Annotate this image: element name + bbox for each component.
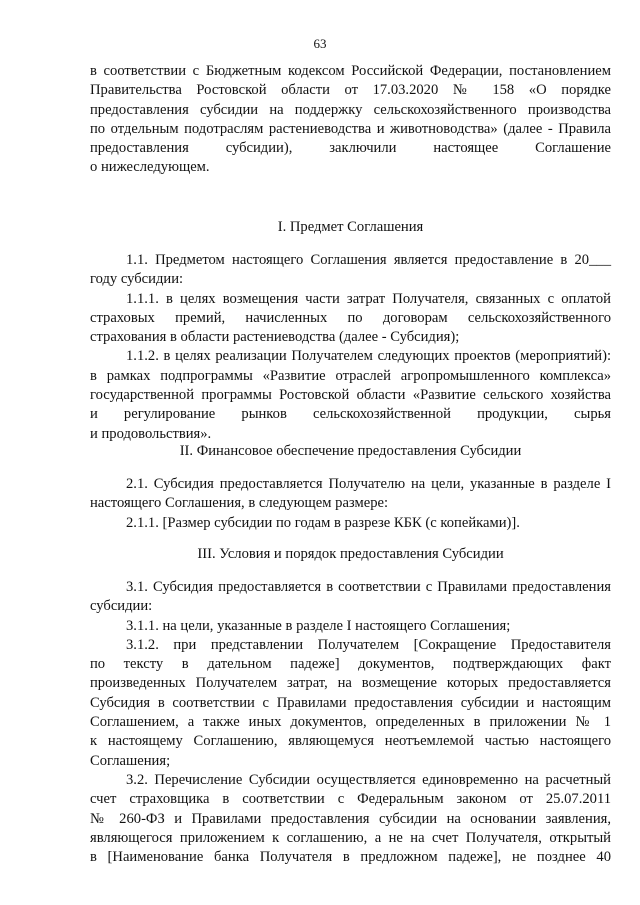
- section1-body: [90, 251, 611, 444]
- text-line: Соглашением, а также иных документов, определенных в приложении № 1: [90, 714, 611, 731]
- text-line: о нижеследующем.: [90, 159, 210, 176]
- text-line: Субсидия в соответствии с Правилами предоставления субсидии и настоящим: [90, 694, 611, 711]
- text-line: № 260-ФЗ и Правилами предоставления субсидии на основании заявления,: [90, 810, 611, 827]
- text-line: по отдельным подотраслям растениеводства и животноводства» (далее - Правила: [90, 120, 611, 137]
- text-line: 3.1.2. при представлении Получателем [Сокращение Предоставителя: [126, 636, 611, 653]
- text-line: страхования в области растениеводства (далее - Субсидия);: [90, 329, 460, 346]
- text-line: к настоящему Соглашению, являющемуся неотъемлемой частью настоящего: [90, 733, 611, 750]
- text-line: 1.1. Предметом настоящего Соглашения является предоставление в 20___: [126, 252, 611, 268]
- text-line: страховых премий, начисленных по договорам сельскохозяйственного: [90, 309, 611, 326]
- section2-body: [90, 475, 611, 533]
- text-line: предоставления субсидии на поддержку сельскохозяйственного производства: [90, 101, 611, 118]
- text-line: в рамках подпрограммы «Развитие отраслей агропромышленного комплекса»: [90, 367, 611, 384]
- section-title: III. Условия и порядок предоставления Субсидии: [197, 546, 504, 562]
- text-line: предоставления субсидии), заключили настоящее Соглашение: [90, 140, 611, 157]
- text-line: 1.1.1. в целях возмещения части затрат Получателя, связанных с оплатой: [126, 290, 611, 307]
- text-line: 2.1.1. [Размер субсидии по годам в разрезе КБК (с копейками)].: [126, 514, 520, 531]
- text-line: по тексту в дательном падеже] документов, подтверждающих факт: [90, 656, 611, 673]
- intro-paragraph: [90, 62, 611, 178]
- section-title: I. Предмет Соглашения: [277, 219, 424, 235]
- text-line: счет страховщика в соответствии с Федеральным законом от 25.07.2011: [90, 791, 611, 808]
- section3-body: [90, 578, 611, 867]
- text-line: году субсидии:: [90, 271, 184, 288]
- text-line: и продовольствия».: [90, 425, 212, 442]
- text-line: настоящего Соглашения, в следующем размере:: [90, 495, 389, 512]
- section-title: II. Финансовое обеспечение предоставления Субсидии: [179, 443, 522, 459]
- text-line: государственной программы Ростовской области «Развитие сельского хозяйства: [90, 387, 611, 404]
- text-line: являющегося приложением к соглашению, а не на счет Получателя, открытый: [90, 829, 611, 846]
- text-line: и регулирование рынков сельскохозяйственной продукции, сырья: [90, 406, 611, 423]
- page-number: 63: [313, 36, 327, 51]
- text-line: Соглашения;: [90, 752, 171, 769]
- text-line: 1.1.2. в целях реализации Получателем следующих проектов (мероприятий):: [126, 348, 611, 365]
- text-line: 3.2. Перечисление Субсидии осуществляется единовременно на расчетный: [126, 771, 611, 788]
- text-line: 3.1. Субсидия предоставляется в соответствии с Правилами предоставления: [126, 579, 611, 595]
- text-line: в соответствии с Бюджетным кодексом Российской Федерации, постановлением: [90, 63, 611, 79]
- text-line: 3.1.1. на цели, указанные в разделе I настоящего Соглашения;: [126, 617, 511, 634]
- text-line: в [Наименование банка Получателя в предложном падеже], не позднее 40: [90, 849, 611, 866]
- text-line: субсидии:: [90, 598, 153, 615]
- text-line: Правительства Ростовской области от 17.03.2020 № 158 «О порядке: [90, 82, 611, 99]
- text-line: произведенных Получателем затрат, на возмещение которых предоставляется: [90, 675, 611, 692]
- text-line: 2.1. Субсидия предоставляется Получателю на цели, указанные в разделе I: [126, 476, 611, 492]
